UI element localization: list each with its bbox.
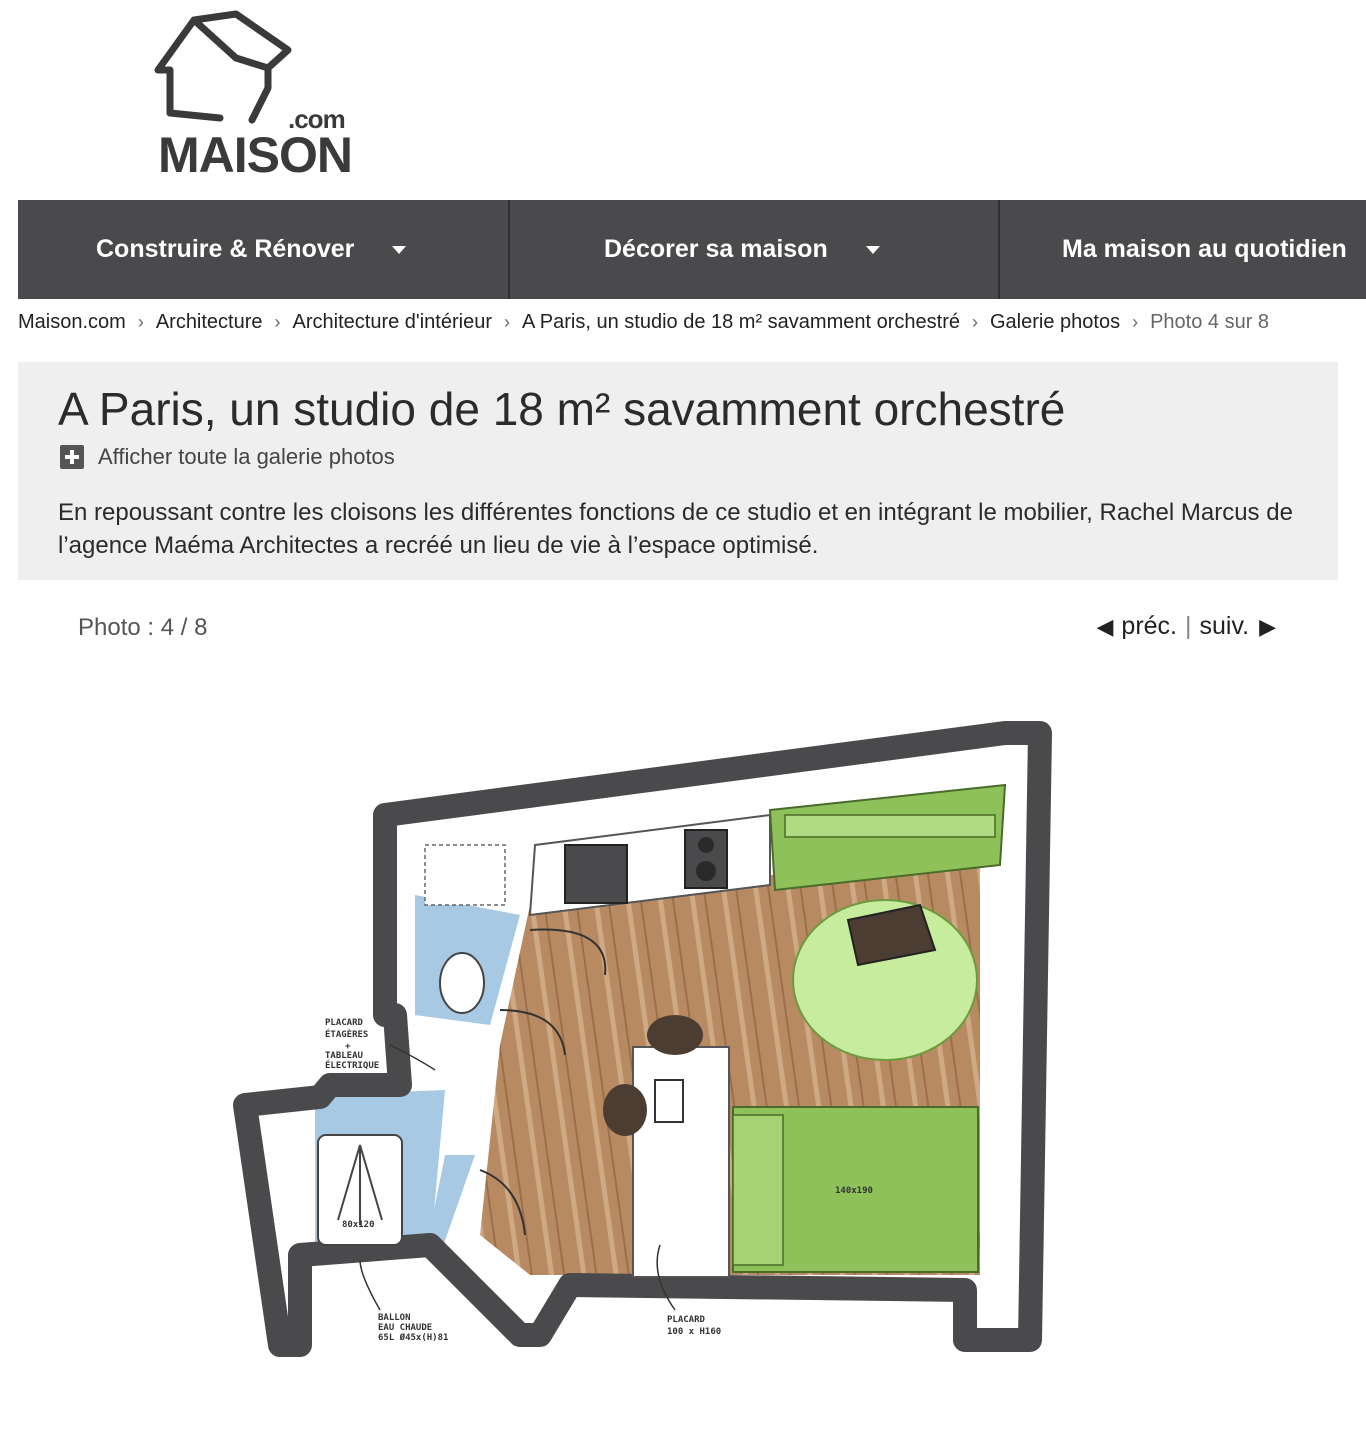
page-title: A Paris, un studio de 18 m² savamment orchestré xyxy=(58,383,1066,435)
article-header xyxy=(18,362,1338,580)
nav-item-label: Construire & Rénover xyxy=(96,235,355,263)
logo-brand: MAISON xyxy=(158,127,352,183)
nav-divider xyxy=(508,200,510,299)
breadcrumb-current: Photo 4 sur 8 xyxy=(1150,310,1270,333)
photo-pager xyxy=(1097,612,1277,641)
annotation-ballon: EAU CHAUDE xyxy=(378,1323,433,1333)
nav-item-quotidien[interactable] xyxy=(1062,200,1347,299)
annotation-placard-bottom: 100 x H160 xyxy=(667,1327,722,1337)
annotation-placard-left: + xyxy=(345,1042,351,1052)
chevron-down-icon xyxy=(866,246,880,254)
chevron-right-icon: › xyxy=(504,311,510,332)
house-outline-icon xyxy=(150,8,300,128)
breadcrumb-link[interactable]: Architecture xyxy=(155,310,263,333)
floor-plan-drawing xyxy=(230,715,1060,1365)
annotation-shower: 80x120 xyxy=(342,1220,375,1230)
next-link[interactable]: suiv. xyxy=(1199,612,1250,640)
breadcrumb-link[interactable]: Galerie photos xyxy=(989,310,1121,333)
photo-counter: Photo : 4 / 8 xyxy=(78,614,208,641)
pager-separator: | xyxy=(1185,612,1192,640)
triangle-right-icon[interactable]: ▶ xyxy=(1259,613,1276,639)
nav-divider xyxy=(998,200,1000,299)
annotation-ballon: 65L Ø45x(H)81 xyxy=(378,1333,449,1343)
prev-link[interactable]: préc. xyxy=(1121,612,1178,640)
annotation-placard-left: TABLEAU xyxy=(325,1051,363,1061)
annotation-placard-bottom: PLACARD xyxy=(667,1315,705,1325)
article-description: En repoussant contre les cloisons les différentes fonctions de ce studio et en intégrant le mobilier, Rachel Marcus de l’agence Maéma Architectes a recréé un lieu de vie à l’espace optimisé. xyxy=(58,499,1293,559)
main-nav xyxy=(18,200,1366,299)
floor-plan-image[interactable] xyxy=(230,715,1060,1365)
breadcrumb-link[interactable]: Architecture d'intérieur xyxy=(292,310,492,333)
nav-item-decorer[interactable] xyxy=(604,200,880,299)
breadcrumb xyxy=(18,308,1366,336)
chevron-right-icon: › xyxy=(274,311,281,332)
breadcrumb-link[interactable]: A Paris, un studio de 18 m² savamment orchestré xyxy=(522,310,960,333)
logo-suffix: .com xyxy=(288,104,345,134)
nav-item-label: Décorer sa maison xyxy=(604,235,828,263)
site-logo[interactable] xyxy=(150,8,360,183)
chevron-right-icon: › xyxy=(137,311,144,332)
nav-item-construire[interactable] xyxy=(96,200,406,299)
plus-icon xyxy=(60,445,84,469)
annotation-ballon: BALLON xyxy=(378,1313,411,1323)
show-gallery-link[interactable] xyxy=(60,444,395,470)
triangle-left-icon[interactable]: ◀ xyxy=(1096,613,1114,639)
breadcrumb-link[interactable]: Maison.com xyxy=(18,310,126,333)
chevron-down-icon xyxy=(392,246,406,254)
annotation-placard-left: ÉLECTRIQUE xyxy=(325,1061,380,1071)
annotation-bed: 140x190 xyxy=(835,1186,873,1196)
chevron-right-icon: › xyxy=(1132,311,1139,332)
annotation-placard-left: PLACARD xyxy=(325,1018,363,1028)
nav-item-label: Ma maison au quotidien xyxy=(1062,235,1347,263)
annotation-placard-left: ÉTAGÈRES xyxy=(325,1030,369,1040)
chevron-right-icon: › xyxy=(971,311,978,332)
show-gallery-label: Afficher toute la galerie photos xyxy=(98,444,395,469)
